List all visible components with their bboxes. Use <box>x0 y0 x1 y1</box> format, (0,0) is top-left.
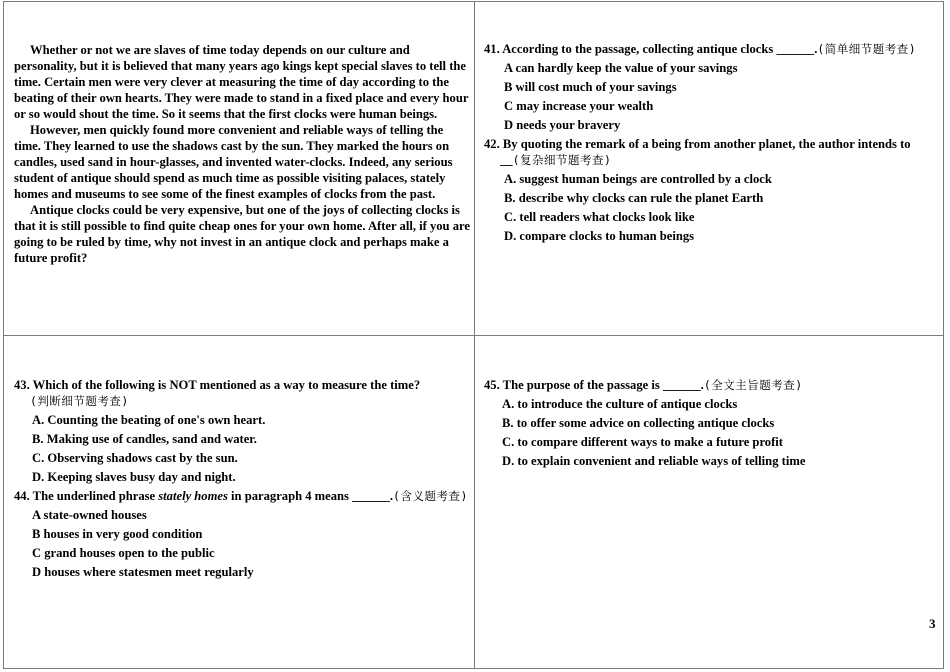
question-45-stem <box>484 377 940 393</box>
question-43-option-b[interactable]: B. Making use of candles, sand and water. <box>32 432 257 446</box>
question-41-option-d[interactable]: D needs your bravery <box>504 118 621 132</box>
reading-passage <box>14 42 470 266</box>
question-44-option-c[interactable]: C grand houses open to the public <box>32 546 215 560</box>
question-41-stem <box>484 41 940 57</box>
question-43-tag: (判断细节题考查) <box>30 394 129 408</box>
question-42-option-a[interactable]: A. suggest human beings are controlled by a clock <box>504 172 772 186</box>
question-41-tag: (简单细节题考查) <box>817 42 917 56</box>
question-43-text: 43. Which of the following is NOT mentioned as a way to measure the time? <box>14 378 421 392</box>
question-45-option-b[interactable]: B. to offer some advice on collecting antique clocks <box>502 416 775 430</box>
question-44-text-post: in paragraph 4 means ______. <box>227 489 394 503</box>
question-44-option-d[interactable]: D houses where statesmen meet regularly <box>32 565 254 579</box>
questions-43-44 <box>14 377 470 583</box>
question-45-option-a[interactable]: A. to introduce the culture of antique clocks <box>502 397 738 411</box>
questions-41-42 <box>484 41 940 247</box>
question-43-option-c[interactable]: C. Observing shadows cast by the sun. <box>32 451 238 465</box>
question-41-option-a[interactable]: A can hardly keep the value of your savings <box>504 61 738 75</box>
passage-paragraph-2: However, men quickly found more convenient and reliable ways of telling the time. They learned to use the shadows cast by the sun. They marked the hours on candles, used sand in hour-glasses, and invented water-clocks. Indeed, any serious student of antique should spend as much time as possible visiting palaces, stately homes and museums to see some of the finest examples of clocks from the past. <box>14 123 453 201</box>
question-41-text: 41. According to the passage, collecting antique clocks ______. <box>484 42 818 56</box>
question-45-option-c[interactable]: C. to compare different ways to make a future profit <box>502 435 783 449</box>
question-43-stem <box>14 377 470 409</box>
question-44-stem <box>14 488 470 504</box>
question-45-text: 45. The purpose of the passage is ______. <box>484 378 704 392</box>
question-44-option-b[interactable]: B houses in very good condition <box>32 527 203 541</box>
question-42-option-b[interactable]: B. describe why clocks can rule the planet Earth <box>504 191 764 205</box>
question-44-text-pre: 44. The underlined phrase <box>14 489 159 503</box>
question-45 <box>484 377 940 472</box>
question-43-option-d[interactable]: D. Keeping slaves busy day and night. <box>32 470 236 484</box>
question-44-option-a[interactable]: A state-owned houses <box>32 508 147 522</box>
question-42-text: 42. By quoting the remark of a being from another planet, the author intends to __ <box>484 137 911 167</box>
horizontal-divider <box>3 335 944 336</box>
question-42-option-d[interactable]: D. compare clocks to human beings <box>504 229 695 243</box>
page-number: 3 <box>929 616 936 631</box>
question-42-tag: (复杂细节题考查) <box>512 153 612 167</box>
question-45-tag: (全文主旨题考查) <box>703 378 803 392</box>
question-42-stem <box>484 136 940 168</box>
passage-paragraph-1: Whether or not we are slaves of time today depends on our culture and personality, but it is believed that many years ago kings kept special slaves to tell the time. Certain men were very clever at measuring the time of day according to the beating of their own hearts. They were made to stand in a fixed place and every hour or so would shout the time. So it seems that the first clocks were human beings. <box>14 43 469 121</box>
passage-paragraph-3: Antique clocks could be very expensive, but one of the joys of collecting clocks is that it is still possible to find quite cheap ones for your own home. After all, if you are going to be ruled by time, why not invest in an antique clock and perhaps make a future profit? <box>14 203 470 265</box>
question-44-tag: (含义题考查) <box>393 489 468 503</box>
question-41-option-b[interactable]: B will cost much of your savings <box>504 80 677 94</box>
question-42-option-c[interactable]: C. tell readers what clocks look like <box>504 210 695 224</box>
question-44-phrase: stately homes <box>158 489 228 503</box>
question-43-option-a[interactable]: A. Counting the beating of one's own heart. <box>32 413 266 427</box>
question-41-option-c[interactable]: C may increase your wealth <box>504 99 654 113</box>
question-45-option-d[interactable]: D. to explain convenient and reliable ways of telling time <box>502 454 806 468</box>
